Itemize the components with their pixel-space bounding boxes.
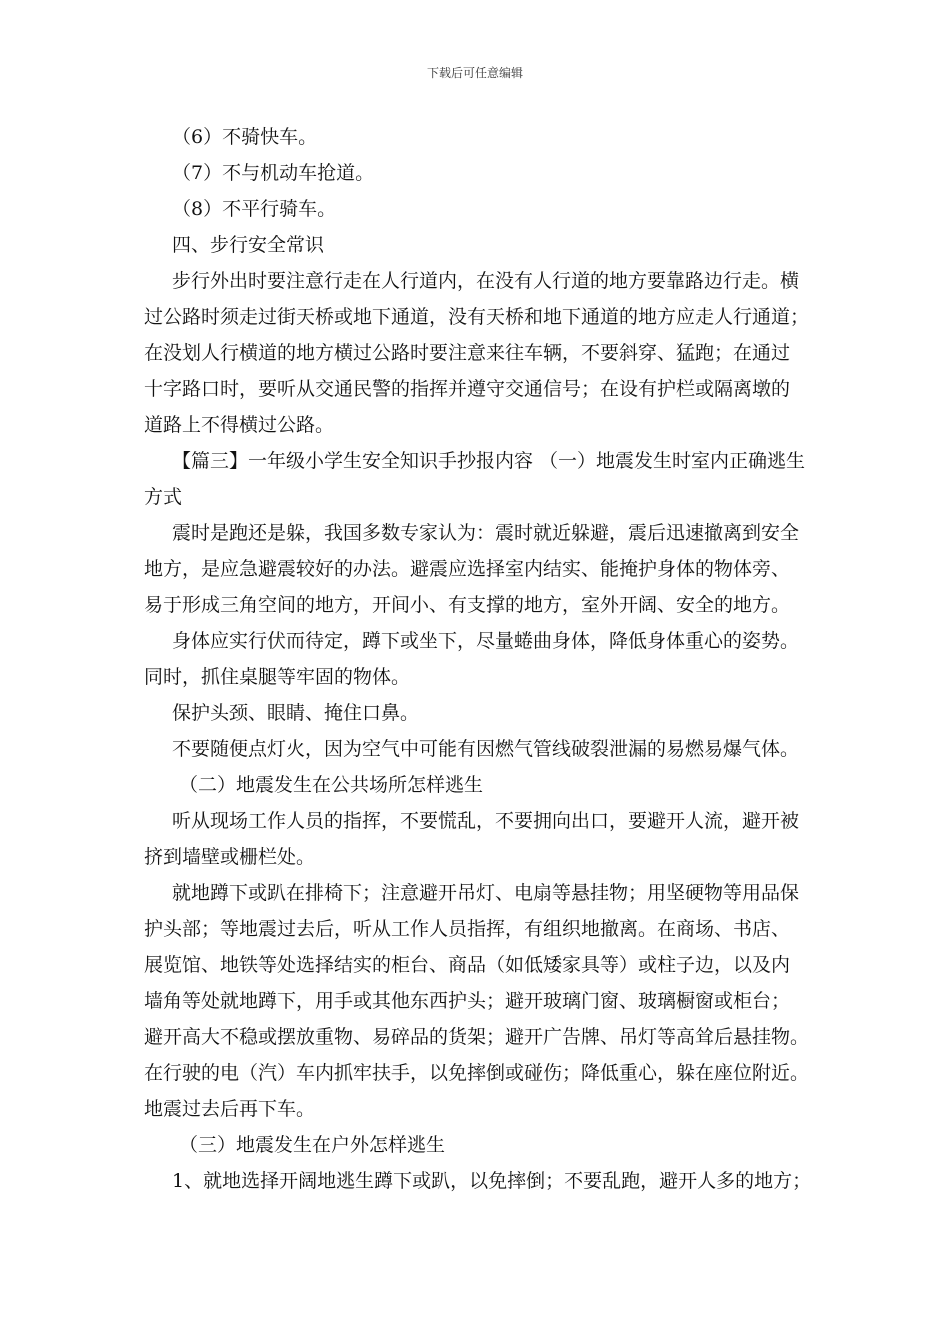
text-line: （二）地震发生在公共场所怎样逃生: [179, 774, 484, 796]
text-line: 地震过去后再下车。: [144, 1098, 316, 1120]
text-line: （三）地震发生在户外怎样逃生: [179, 1134, 446, 1156]
text-line: 震时是跑还是躲，我国多数专家认为：震时就近躲避，震后迅速撤离到安全: [172, 522, 800, 544]
text-line: 同时，抓住桌腿等牢固的物体。: [144, 666, 411, 688]
text-line: 道路上不得横过公路。: [144, 414, 335, 436]
text-line: 护头部；等地震过去后，听从工作人员指挥，有组织地撤离。在商场、书店、: [144, 918, 791, 940]
text-line: 挤到墙壁或栅栏处。: [144, 846, 316, 868]
text-line: 不要随便点灯火，因为空气中可能有因燃气管线破裂泄漏的易燃易爆气体。: [172, 738, 800, 760]
text-line: 四、步行安全常识: [172, 234, 325, 256]
text-line: 听从现场工作人员的指挥，不要慌乱，不要拥向出口，要避开人流，避开被: [172, 810, 800, 832]
text-line: 地方，是应急避震较好的办法。避震应选择室内结实、能掩护身体的物体旁、: [144, 558, 791, 580]
text-line: （8）不平行骑车。: [172, 198, 337, 220]
text-line: 易于形成三角空间的地方，开间小、有支撑的地方，室外开阔、安全的地方。: [144, 594, 791, 616]
text-line: 方式: [144, 486, 183, 508]
text-line: 十字路口时，要听从交通民警的指挥并遵守交通信号；在设有护栏或隔离墩的: [144, 378, 791, 400]
text-line: 【篇三】一年级小学生安全知识手抄报内容 （一）地震发生时室内正确逃生: [172, 450, 806, 472]
text-line: 墙角等处就地蹲下，用手或其他东西护头；避开玻璃门窗、玻璃橱窗或柜台；: [144, 990, 791, 1012]
text-line: 身体应实行伏而待定，蹲下或坐下，尽量蜷曲身体，降低身体重心的姿势。: [172, 630, 800, 652]
text-line: （7）不与机动车抢道。: [172, 162, 375, 184]
text-line: 1、就地选择开阔地逃生蹲下或趴，以免摔倒；不要乱跑，避开人多的地方；: [172, 1170, 812, 1192]
text-line: 在没划人行横道的地方横过公路时要注意来往车辆，不要斜穿、猛跑；在通过: [144, 342, 791, 364]
document-body: [144, 119, 820, 1199]
text-line: 过公路时须走过街天桥或地下通道，没有天桥和地下通道的地方应走人行通道；: [144, 306, 810, 328]
text-line: 步行外出时要注意行走在人行道内，在没有人行道的地方要靠路边行走。横: [172, 270, 800, 292]
text-line: 就地蹲下或趴在排椅下；注意避开吊灯、电扇等悬挂物；用坚硬物等用品保: [172, 882, 800, 904]
page-header-note: 下载后可任意编辑: [426, 66, 523, 80]
text-line: 展览馆、地铁等处选择结实的柜台、商品（如低矮家具等）或柱子边，以及内: [144, 954, 791, 976]
text-line: 避开高大不稳或摆放重物、易碎品的货架；避开广告牌、吊灯等高耸后悬挂物。: [144, 1026, 810, 1048]
text-line: 在行驶的电（汽）车内抓牢扶手，以免摔倒或碰伤；降低重心，躲在座位附近。: [144, 1062, 810, 1084]
text-line: （6）不骑快车。: [172, 126, 318, 148]
text-line: 保护头颈、眼睛、掩住口鼻。: [172, 702, 420, 724]
